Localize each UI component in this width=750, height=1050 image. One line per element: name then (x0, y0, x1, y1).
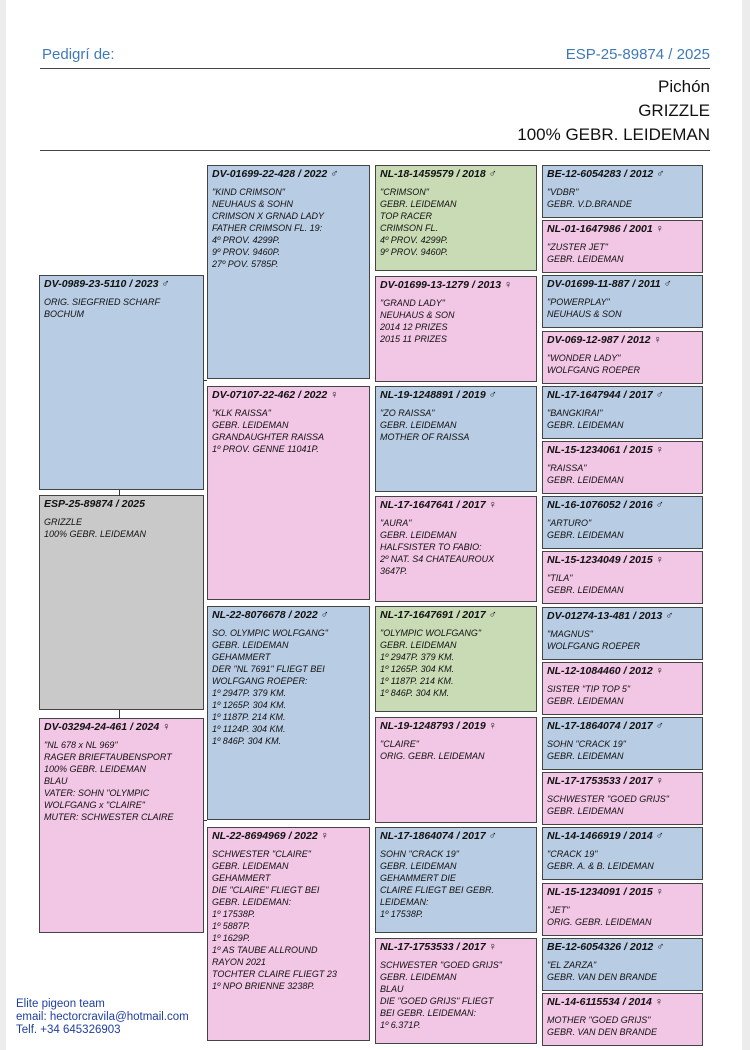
male-icon: ♂ (655, 720, 664, 732)
info-line: DIE "GOED GRIJS" FLIEGT (380, 996, 494, 1006)
female-icon: ♀ (330, 389, 339, 401)
ring-number (380, 498, 532, 512)
header-divider-bottom (40, 150, 710, 151)
male-icon: ♂ (655, 830, 664, 843)
info-line: 1º 1187P. 214 KM. (212, 712, 286, 722)
info-line: SCHWESTER "GOED GRIJS" (380, 960, 502, 970)
ring-id: NL-17-1647641 / 2017 (380, 499, 486, 511)
info-line: "ZUSTER JET" (547, 242, 608, 253)
info-line: 1º 2947P. 379 KM. (380, 652, 455, 662)
info-line: GEBR. LEIDEMAN (380, 972, 457, 982)
ring-id: NL-15-1234091 / 2015 (547, 885, 653, 898)
great-grandparent-5[interactable] (375, 606, 537, 712)
female-icon: ♀ (655, 885, 664, 898)
info-line: 27º POV. 5785P. (212, 259, 279, 269)
great-great-grandparent-4[interactable] (542, 331, 703, 384)
connector-line (119, 490, 120, 496)
info-line: TOCHTER CLAIRE FLIEGT 23 (212, 969, 337, 979)
info-line: GRIZZLE (44, 517, 83, 527)
connector-line (204, 380, 207, 381)
info-line: 4º PROV. 4299P. (380, 235, 448, 245)
ring-id: NL-17-1753533 / 2017 (380, 941, 486, 953)
info-line: "POWERPLAY" (547, 297, 610, 308)
ring-id: DV-01699-22-428 / 2022 (212, 168, 328, 180)
ring-id: NL-17-1753533 / 2017 (547, 775, 653, 788)
ring-id: BE-12-6054283 / 2012 (547, 168, 654, 180)
info-line: "KIND CRIMSON" (212, 187, 285, 197)
info-line: GEBR. LEIDEMAN (547, 806, 624, 817)
male-icon: ♂ (655, 388, 664, 401)
info-line: "TILA" (547, 573, 573, 584)
ring-number (380, 608, 532, 622)
great-great-grandparent-11[interactable] (542, 717, 703, 770)
info-line: RAYON 2021 (212, 957, 266, 967)
ring-number (547, 774, 698, 788)
info-line: GEBR. VAN DEN BRANDE (547, 971, 658, 982)
info-line: GEBR. LEIDEMAN (547, 695, 624, 706)
ring-id: NL-19-1248891 / 2019 (380, 389, 486, 401)
ring-id: NL-01-1647986 / 2001 (547, 223, 653, 236)
great-grandparent-8[interactable] (375, 938, 537, 1044)
ring-id: NL-12-1084460 / 2012 (547, 664, 653, 677)
info-line: 9º PROV. 9460P. (380, 247, 448, 257)
info-line: 1º 846P. 304 KM. (380, 688, 450, 698)
info-line: SO. OLYMPIC WOLFGANG" (212, 628, 328, 638)
info-line: 2014 12 PRIZES (380, 322, 448, 332)
ring-number (380, 829, 532, 843)
ring-number (212, 388, 365, 402)
info-line: WOLFGANG ROEPER: (212, 676, 308, 686)
info-line: 1º NPO BRIENNE 3238P. (212, 981, 315, 991)
connector-line (119, 710, 120, 718)
info-line: FATHER CRIMSON FL. 19: (212, 223, 323, 233)
ring-number (44, 497, 199, 511)
great-grandparent-3[interactable] (375, 386, 537, 492)
female-icon: ♀ (655, 444, 664, 456)
info-line: 1º 1187P. 214 KM. (380, 676, 454, 686)
info-line: DIE "CLAIRE" FLIEGT BEI (212, 885, 320, 895)
ring-number (547, 829, 698, 843)
info-line: GEBR. LEIDEMAN (212, 420, 289, 430)
ring-number (547, 995, 698, 1009)
ring-id: NL-16-1076052 / 2016 (547, 499, 653, 512)
male-icon: ♂ (488, 609, 497, 621)
male-icon: ♂ (488, 830, 497, 842)
ring-id: NL-15-1234049 / 2015 (547, 554, 653, 567)
great-great-grandparent-13[interactable] (542, 827, 703, 880)
info-line: "JET" (547, 904, 570, 915)
info-line: CRIMSON FL. (380, 223, 439, 233)
grandparent-4[interactable] (207, 827, 370, 1041)
info-line: 1º PROV. GENNE 11041P. (212, 444, 319, 454)
ring-id: BE-12-6054326 / 2012 (547, 940, 654, 953)
ring-id: DV-01699-11-887 / 2011 (547, 278, 661, 291)
female-icon: ♀ (655, 223, 664, 236)
info-line: MUTER: SCHWESTER CLAIRE (44, 812, 174, 822)
pigeon-breeder: 100% GEBR. LEIDEMAN (517, 125, 710, 144)
info-line: BLAU (44, 776, 68, 786)
ring-id: DV-01699-13-1279 / 2013 (380, 279, 502, 291)
ring-number (547, 885, 698, 899)
female-icon: ♀ (488, 941, 497, 953)
ring-number (547, 609, 698, 623)
info-line: GEHAMMERT (212, 652, 271, 662)
pedigree-page (6, 0, 742, 1050)
connector-line (204, 820, 207, 821)
info-line: 1º 5887P. (212, 921, 251, 931)
info-line: SCHWESTER "CLAIRE" (212, 849, 311, 859)
ring-id: DV-069-12-987 / 2012 (547, 333, 651, 346)
info-line: "WONDER LADY" (547, 352, 621, 363)
info-line: 4º PROV. 4299P. (212, 235, 280, 245)
female-icon: ♀ (655, 775, 664, 788)
great-great-grandparent-6[interactable] (542, 441, 703, 494)
female-icon: ♀ (655, 664, 664, 677)
ring-id: DV-07107-22-462 / 2022 (212, 389, 328, 401)
info-line: GEBR. LEIDEMAN (547, 419, 624, 430)
male-icon: ♂ (663, 278, 672, 291)
ring-number (547, 277, 698, 291)
ring-number (44, 720, 199, 734)
info-line: "AURA" (380, 518, 412, 528)
info-line: WOLFGANG x "CLAIRE" (44, 800, 145, 810)
info-line: 1º 1124P. 304 KM. (212, 724, 286, 734)
great-grandparent-2[interactable] (375, 276, 537, 382)
ring-number-header: ESP-25-89874 / 2025 (565, 46, 710, 63)
great-great-grandparent-1[interactable] (542, 165, 703, 218)
info-line: CLAIRE FLIEGT BEI GEBR. (380, 885, 495, 895)
info-line: DER "NL 7691" FLIEGT BEI (212, 664, 325, 674)
great-great-grandparent-15[interactable] (542, 938, 703, 991)
info-line: "BANGKIRAI" (547, 407, 603, 418)
info-line: 2º NAT. S4 CHATEAUROUX (380, 554, 495, 564)
ring-number (547, 719, 698, 733)
great-great-grandparent-5[interactable] (542, 386, 703, 439)
female-icon: ♀ (504, 279, 513, 291)
grandparent-1[interactable] (207, 165, 370, 379)
ring-number (547, 940, 698, 954)
info-line: GEHAMMERT (212, 873, 271, 883)
info-line: GEBR. LEIDEMAN (547, 475, 624, 485)
ring-number (547, 553, 698, 567)
female-icon: ♀ (653, 333, 662, 346)
ring-id: NL-17-1864074 / 2017 (547, 720, 653, 732)
male-icon: ♂ (320, 609, 329, 621)
footer-phone: Telf. +34 645326903 (16, 1024, 121, 1036)
pedigree-label: Pedigrí de: (42, 46, 115, 63)
info-line: GEHAMMERT DIE (380, 873, 456, 883)
info-line: GEBR. LEIDEMAN (547, 254, 624, 265)
info-line: SISTER "TIP TOP 5" (547, 683, 631, 694)
ring-number (212, 608, 365, 622)
ring-id: NL-17-1864074 / 2017 (380, 830, 486, 842)
info-line: TOP RACER (380, 211, 433, 221)
info-line: "KLK RAISSA" (212, 408, 271, 418)
male-icon: ♂ (655, 499, 664, 512)
info-line: NEUHAUS & SON (380, 310, 455, 320)
ring-id: NL-17-1647691 / 2017 (380, 609, 486, 621)
ring-id: NL-17-1647944 / 2017 (547, 388, 653, 401)
info-line: GEBR. LEIDEMAN (547, 585, 624, 596)
info-line: 1º 846P. 304 KM. (212, 736, 282, 746)
grandparent-3[interactable] (207, 606, 370, 820)
male-icon: ♂ (330, 168, 339, 180)
pedigree-subject[interactable] (39, 495, 204, 710)
info-line: HALFSISTER TO FABIO: (380, 542, 482, 552)
ring-id: NL-14-1466919 / 2014 (547, 830, 653, 843)
info-line: GEBR. LEIDEMAN (380, 530, 457, 540)
info-line: GRANDAUGHTER RAISSA (212, 432, 325, 442)
info-line: SCHWESTER "GOED GRIJS" (547, 794, 669, 805)
footer-team: Elite pigeon team (16, 998, 105, 1010)
pigeon-color: GRIZZLE (638, 101, 710, 120)
great-great-grandparent-2[interactable] (542, 220, 703, 273)
ring-number (380, 940, 532, 954)
ring-number (380, 278, 532, 292)
info-line: 1º 1629P. (212, 933, 251, 943)
info-line: "NL 678 x NL 969" (44, 740, 118, 750)
great-great-grandparent-12[interactable] (542, 772, 703, 825)
info-line: RAGER BRIEFTAUBENSPORT (44, 752, 172, 762)
info-line: BOCHUM (44, 309, 84, 319)
info-line: SOHN "CRACK 19" (547, 739, 626, 749)
info-line: 9º PROV. 9460P. (212, 247, 280, 257)
info-line: ORIG. GEBR. LEIDEMAN (380, 751, 485, 761)
info-line: BEI GEBR. LEIDEMAN: (380, 1008, 477, 1018)
great-great-grandparent-9[interactable] (542, 607, 703, 660)
ring-id: NL-15-1234061 / 2015 (547, 444, 653, 456)
info-line: MOTHER OF RAISSA (380, 432, 470, 442)
ring-id: DV-03294-24-461 / 2024 (44, 721, 160, 733)
info-line: GEBR. LEIDEMAN (380, 199, 457, 209)
ring-number (547, 388, 698, 402)
female-icon: ♀ (488, 499, 497, 511)
info-line: SOHN "CRACK 19" (380, 849, 459, 859)
info-line: "CRIMSON" (380, 187, 429, 197)
info-line: VATER: SOHN "OLYMPIC (44, 788, 150, 798)
info-line: "ARTURO" (547, 518, 592, 529)
great-great-grandparent-3[interactable] (542, 275, 703, 328)
footer-email[interactable]: email: hectorcravila@hotmail.com (16, 1011, 189, 1023)
male-icon: ♂ (656, 940, 665, 953)
ring-number (380, 167, 532, 181)
female-icon: ♀ (654, 996, 664, 1008)
info-line: GEBR. LEIDEMAN (547, 530, 624, 541)
ring-number (547, 498, 698, 512)
info-line: WOLFGANG ROEPER (547, 364, 641, 375)
ring-number (547, 333, 698, 347)
ring-id: NL-19-1248793 / 2019 (380, 720, 486, 732)
ring-id: DV-01274-13-481 / 2013 (547, 609, 663, 622)
info-line: WOLFGANG ROEPER (547, 640, 641, 651)
ring-number (212, 167, 365, 181)
info-line: "EL ZARZA" (547, 959, 597, 970)
info-line: ORIG. SIEGFRIED SCHARF (44, 297, 161, 307)
info-line: 1º 6.371P. (380, 1020, 421, 1030)
female-icon: ♀ (488, 720, 497, 732)
ring-id: DV-0989-23-5110 / 2023 (44, 278, 159, 290)
ring-id: NL-18-1459579 / 2018 (380, 168, 486, 180)
ring-number (44, 277, 199, 291)
info-line: 3647P. (380, 566, 408, 576)
female-icon: ♀ (162, 721, 171, 733)
great-great-grandparent-7[interactable] (542, 496, 703, 549)
info-line: GEBR. LEIDEMAN (547, 751, 624, 761)
info-line: 1º 1265P. 304 KM. (212, 700, 287, 710)
male-icon: ♂ (488, 389, 497, 401)
info-line: GEBR. VAN DEN BRANDE (547, 1027, 658, 1037)
female-icon: ♀ (655, 554, 664, 567)
great-great-grandparent-16[interactable] (542, 993, 703, 1046)
info-line: CRIMSON X GRNAD LADY (212, 211, 325, 221)
ring-number (547, 664, 698, 678)
info-line: 1º 2947P. 379 KM. (212, 688, 287, 698)
info-line: BLAU (380, 984, 404, 994)
info-line: GEBR. LEIDEMAN (380, 861, 457, 871)
info-line: GEBR. LEIDEMAN (212, 861, 289, 871)
info-line: 100% GEBR. LEIDEMAN (44, 529, 147, 539)
info-line: 1º 17538P. (212, 909, 256, 919)
info-line: LEIDEMAN: (380, 897, 429, 907)
ring-number (380, 388, 532, 402)
ring-id: NL-22-8694969 / 2022 (212, 830, 318, 842)
info-line: GEBR. LEIDEMAN (380, 420, 457, 430)
info-line: 1º 17538P. (380, 909, 424, 919)
header-divider (40, 68, 710, 69)
ring-number (212, 829, 365, 843)
info-line: "CRACK 19" (547, 849, 598, 860)
info-line: NEUHAUS & SON (547, 309, 622, 320)
male-icon: ♂ (161, 278, 170, 290)
info-line: GEBR. V.D.BRANDE (547, 199, 632, 209)
sire[interactable] (39, 275, 204, 490)
info-line: "GRAND LADY" (380, 298, 445, 308)
great-great-grandparent-8[interactable] (542, 551, 703, 604)
pigeon-type: Pichón (658, 77, 710, 96)
grandparent-2[interactable] (207, 386, 370, 600)
info-line: "MAGNUS" (547, 628, 593, 639)
great-great-grandparent-10[interactable] (542, 662, 703, 715)
info-line: 100% GEBR. LEIDEMAN (44, 764, 147, 774)
great-grandparent-4[interactable] (375, 496, 537, 602)
info-line: NEUHAUS & SOHN (212, 199, 294, 209)
info-line: GEBR. LEIDEMAN (212, 640, 289, 650)
ring-number (380, 719, 532, 733)
info-line: "CLAIRE" (380, 739, 419, 749)
info-line: "OLYMPIC WOLFGANG" (380, 628, 482, 638)
info-line: "ZO RAISSA" (380, 408, 435, 418)
male-icon: ♂ (656, 168, 665, 180)
ring-number (547, 222, 698, 236)
info-line: MOTHER "GOED GRIJS" (547, 1015, 651, 1025)
info-line: 2015 11 PRIZES (380, 334, 447, 344)
ring-id: NL-22-8076678 / 2022 (212, 609, 318, 621)
info-line: "VDBR" (547, 187, 579, 197)
male-icon: ♂ (665, 609, 674, 622)
male-icon: ♂ (488, 168, 497, 180)
info-line: GEBR. LEIDEMAN: (212, 897, 292, 907)
info-line: "RAISSA" (547, 463, 587, 473)
info-line: GEBR. LEIDEMAN (380, 640, 457, 650)
info-line: ORIG. GEBR. LEIDEMAN (547, 916, 652, 927)
ring-id: ESP-25-89874 / 2025 (44, 498, 145, 510)
ring-number (547, 443, 698, 457)
ring-id: NL-14-6115534 / 2014 (547, 996, 652, 1008)
female-icon: ♀ (320, 830, 329, 842)
great-grandparent-7[interactable] (375, 827, 537, 933)
great-grandparent-1[interactable] (375, 165, 537, 271)
info-line: 1º 1265P. 304 KM. (380, 664, 455, 674)
dam[interactable] (39, 718, 204, 933)
great-grandparent-6[interactable] (375, 717, 537, 823)
ring-number (547, 167, 698, 181)
great-great-grandparent-14[interactable] (542, 883, 703, 936)
info-line: GEBR. A. & B. LEIDEMAN (547, 861, 654, 872)
info-line: 1º AS TAUBE ALLROUND (212, 945, 318, 955)
